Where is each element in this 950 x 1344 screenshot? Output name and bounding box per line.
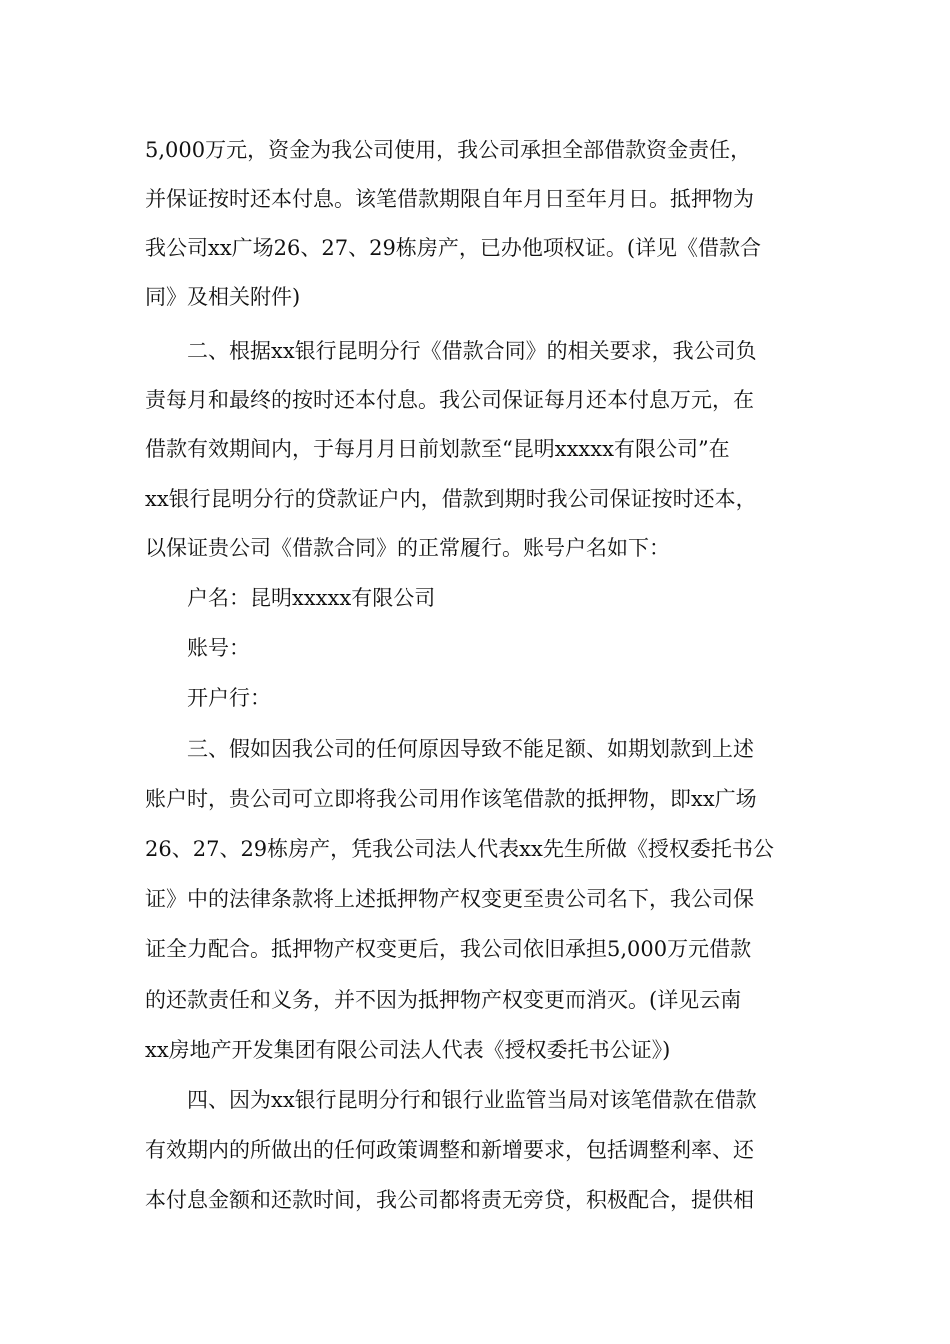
paragraph-3-line-7: xx房地产开发集团有限公司法人代表《授权委托书公证》): [145, 1038, 671, 1062]
account-name: 户名：昆明xxxxx有限公司: [187, 586, 436, 610]
paragraph-1-line-4: 同》及相关附件): [145, 285, 301, 309]
paragraph-3-line-1: 三、假如因我公司的任何原因导致不能足额、如期划款到上述: [187, 737, 754, 761]
paragraph-3-line-5: 证全力配合。抵押物产权变更后，我公司依旧承担5,000万元借款: [145, 937, 752, 961]
paragraph-4-line-1: 四、因为xx银行昆明分行和银行业监管当局对该笔借款在借款: [187, 1088, 757, 1112]
paragraph-2-line-3: 借款有效期间内，于每月月日前划款至“昆明xxxxx有限公司”在: [145, 437, 730, 461]
paragraph-3-line-3: 26、27、29栋房产，凭我公司法人代表xx先生所做《授权委托书公: [145, 837, 774, 861]
paragraph-1-line-2: 并保证按时还本付息。该笔借款期限自年月日至年月日。抵押物为: [145, 187, 754, 211]
account-number: 账号：: [187, 636, 250, 660]
paragraph-3-line-6: 的还款责任和义务，并不因为抵押物产权变更而消灭。(详见云南: [145, 988, 742, 1012]
paragraph-4-line-2: 有效期内的所做出的任何政策调整和新增要求，包括调整利率、还: [145, 1138, 754, 1162]
account-bank: 开户行：: [187, 686, 271, 710]
paragraph-1-line-1: 5,000万元，资金为我公司使用，我公司承担全部借款资金责任，: [145, 138, 752, 162]
paragraph-2-line-5: 以保证贵公司《借款合同》的正常履行。账号户名如下：: [145, 536, 670, 560]
paragraph-2-line-2: 责每月和最终的按时还本付息。我公司保证每月还本付息万元，在: [145, 388, 754, 412]
paragraph-3-line-2: 账户时，贵公司可立即将我公司用作该笔借款的抵押物，即xx广场: [145, 787, 757, 811]
paragraph-1-line-3: 我公司xx广场26、27、29栋房产，已办他项权证。(详见《借款合: [145, 236, 762, 260]
paragraph-2-line-4: xx银行昆明分行的贷款证户内，借款到期时我公司保证按时还本，: [145, 487, 757, 511]
paragraph-4-line-3: 本付息金额和还款时间，我公司都将责无旁贷，积极配合，提供相: [145, 1188, 754, 1212]
paragraph-2-line-1: 二、根据xx银行昆明分行《借款合同》的相关要求，我公司负: [187, 339, 757, 363]
paragraph-3-line-4: 证》中的法律条款将上述抵押物产权变更至贵公司名下，我公司保: [145, 887, 754, 911]
